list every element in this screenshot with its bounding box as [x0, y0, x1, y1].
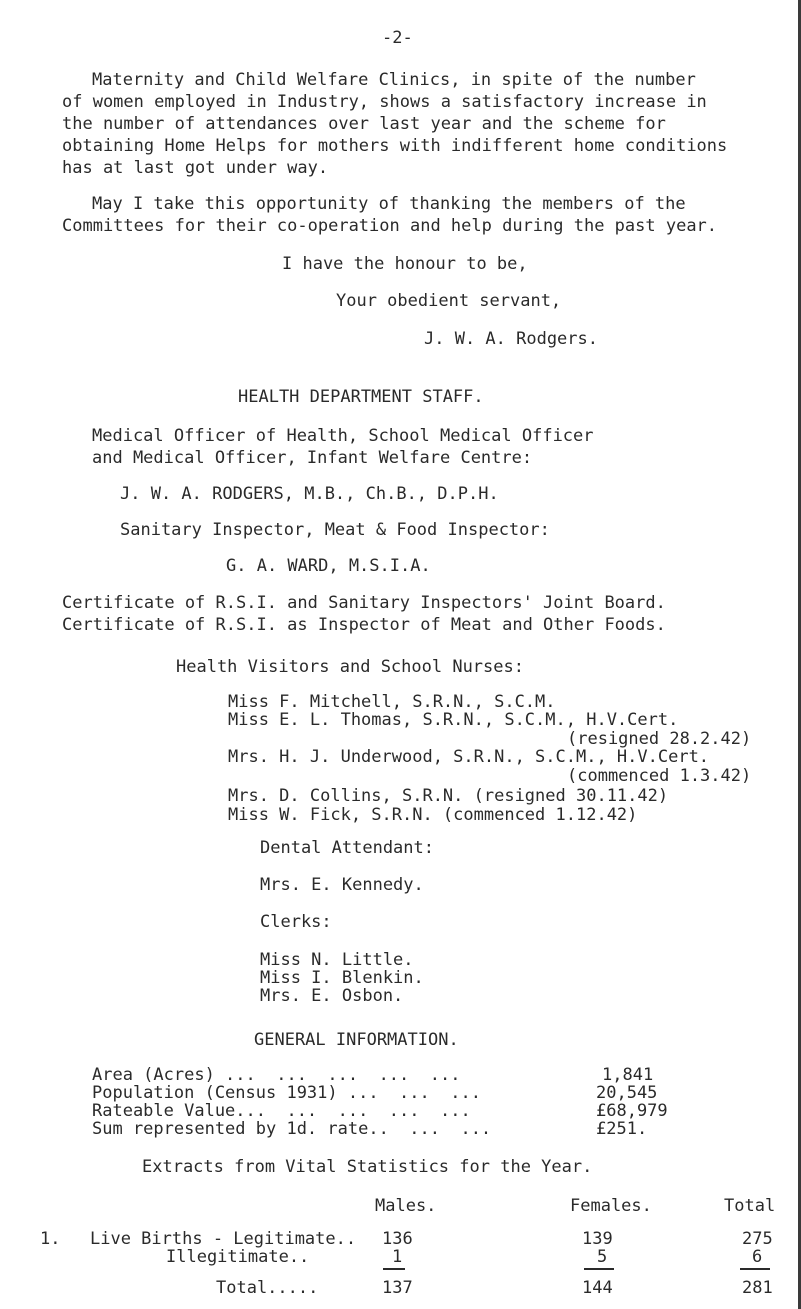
- vital-total-label: Total.....: [216, 1278, 319, 1298]
- vital-heading: Extracts from Vital Statistics for the Year.: [142, 1157, 593, 1177]
- visitors-heading: Health Visitors and School Nurses:: [176, 657, 524, 677]
- moh-name: J. W. A. RODGERS, M.B., Ch.B., D.P.H.: [120, 484, 499, 504]
- vital-males: 1: [392, 1247, 403, 1267]
- vital-total-total: 281: [742, 1278, 773, 1298]
- clerk-line: Mrs. E. Osbon.: [260, 986, 404, 1006]
- moh-title-line: and Medical Officer, Infant Welfare Centre:: [92, 448, 533, 468]
- vital-row-label: Illegitimate..: [166, 1247, 310, 1267]
- vital-total-males: 137: [382, 1278, 413, 1298]
- general-heading: GENERAL INFORMATION.: [254, 1030, 459, 1050]
- vital-total: 6: [752, 1247, 763, 1267]
- visitor-line: Miss W. Fick, S.R.N. (commenced 1.12.42): [228, 805, 638, 825]
- certificate-line: Certificate of R.S.I. as Inspector of Meat and Other Foods.: [62, 615, 666, 635]
- underline-females: [584, 1268, 614, 1270]
- moh-title-line: Medical Officer of Health, School Medical Officer: [92, 426, 594, 446]
- info-value: £251.: [596, 1119, 648, 1139]
- info-label: Sum represented by 1d. rate.. ... ...: [92, 1119, 492, 1139]
- info-value: 1,841: [602, 1065, 654, 1085]
- page-number: -2-: [382, 28, 413, 48]
- visitor-line: Miss E. L. Thomas, S.R.N., S.C.M., H.V.Cert.: [228, 710, 679, 730]
- staff-heading: HEALTH DEPARTMENT STAFF.: [238, 387, 484, 407]
- info-label: Population (Census 1931) ... ... ...: [92, 1083, 481, 1103]
- underline-males: [383, 1268, 405, 1270]
- inspector-title: Sanitary Inspector, Meat & Food Inspector:: [120, 520, 550, 540]
- vital-total: 275: [742, 1229, 773, 1249]
- vital-total-females: 144: [582, 1278, 613, 1298]
- intro-line: of women employed in Industry, shows a satisfactory increase in: [62, 92, 707, 112]
- column-header-total: Total: [724, 1196, 776, 1216]
- visitor-line: Mrs. H. J. Underwood, S.R.N., S.C.M., H.V.Cert.: [228, 747, 710, 767]
- visitor-note: (resigned 28.2.42): [567, 729, 752, 749]
- inspector-name: G. A. WARD, M.S.I.A.: [226, 556, 431, 576]
- vital-females: 5: [597, 1247, 608, 1267]
- info-label: Rateable Value... ... ... ... ...: [92, 1101, 471, 1121]
- dental-name: Mrs. E. Kennedy.: [260, 875, 424, 895]
- info-value: 20,545: [596, 1083, 658, 1103]
- intro-line: obtaining Home Helps for mothers with indifferent home conditions: [62, 136, 728, 156]
- underline-total: [740, 1268, 770, 1270]
- intro-line: has at last got under way.: [62, 158, 329, 178]
- vital-males: 136: [382, 1229, 413, 1249]
- vital-females: 139: [582, 1229, 613, 1249]
- visitor-note: (commenced 1.3.42): [567, 766, 752, 786]
- closing-servant: Your obedient servant,: [336, 291, 562, 311]
- clerk-line: Miss I. Blenkin.: [260, 968, 424, 988]
- intro-line: the number of attendances over last year and the scheme for: [62, 114, 666, 134]
- item-number: 1.: [40, 1229, 61, 1249]
- column-header-males: Males.: [375, 1196, 437, 1216]
- certificate-line: Certificate of R.S.I. and Sanitary Inspectors' Joint Board.: [62, 593, 666, 613]
- vital-row-label: Live Births - Legitimate..: [90, 1229, 357, 1249]
- visitor-line: Mrs. D. Collins, S.R.N. (resigned 30.11.42): [228, 786, 669, 806]
- column-header-females: Females.: [570, 1196, 652, 1216]
- intro-line: Maternity and Child Welfare Clinics, in spite of the number: [92, 70, 696, 90]
- signature: J. W. A. Rodgers.: [424, 329, 598, 349]
- clerks-heading: Clerks:: [260, 912, 332, 932]
- closing-honour: I have the honour to be,: [282, 254, 528, 274]
- clerk-line: Miss N. Little.: [260, 950, 414, 970]
- thanks-line: May I take this opportunity of thanking the members of the: [92, 194, 686, 214]
- dental-heading: Dental Attendant:: [260, 838, 434, 858]
- info-label: Area (Acres) ... ... ... ... ...: [92, 1065, 461, 1085]
- visitor-line: Miss F. Mitchell, S.R.N., S.C.M.: [228, 692, 556, 712]
- thanks-line: Committees for their co-operation and help during the past year.: [62, 216, 718, 236]
- info-value: £68,979: [596, 1101, 668, 1121]
